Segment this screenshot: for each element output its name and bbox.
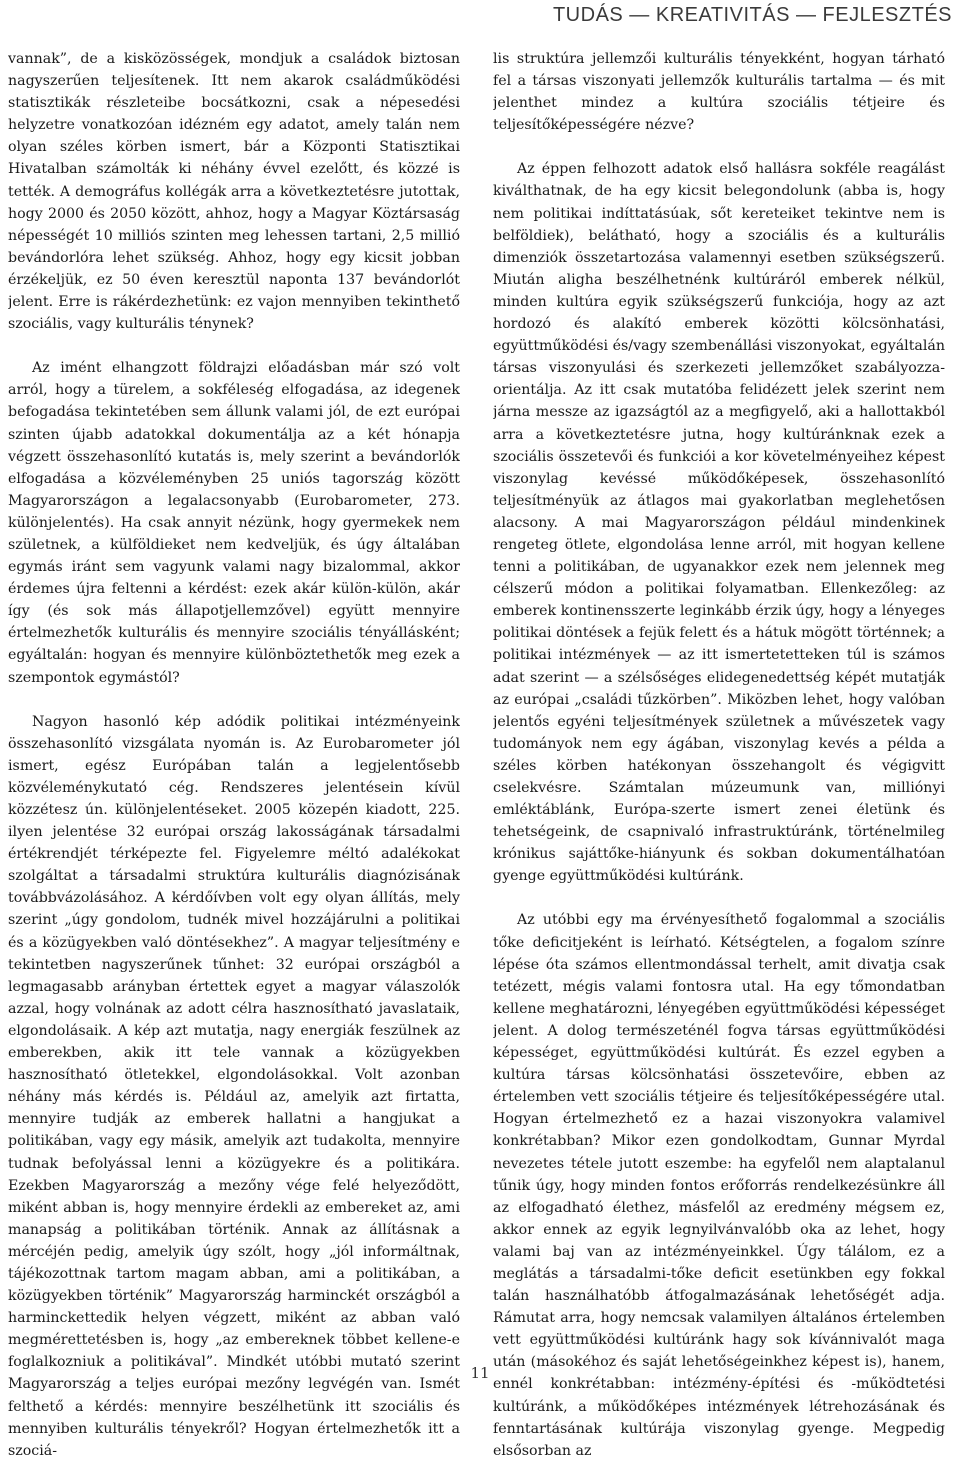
paragraph: Az imént elhangzott földrajzi előadásban már szó volt arról, hogy a türelem, a sokféleség elfogadása, az idegenek befogadása tekintetében sem állunk valami jól, de ezt európai szinten újabb adatokkal dokumentálja az a két hónapja végzett összehasonlító kutatás is, mely szerint a bevándorlók elfogadása a közvéleményben 25 uniós tagország között Magyarországon a legalacsonyabb (Eurobarometer, 273. különjelentés). Ha csak annyit nézünk, hogy gyermekek nem születnek, a külföldieket nem kedveljük, és úgy általában egymás iránt sem vagyunk valami nagy bizalommal, akkor érdemes újra feltenni a kérdést: ezek akár külön-külön, akár így (és sok más állapotjellemzővel) együtt mennyire értelmezhetők kulturális és mennyire szociális tényállásként; egyáltalán: hogyan és mennyire különböztethetők meg ezek a szempontok egymástól? <box>8 360 460 686</box>
left-column <box>8 48 460 1484</box>
paragraph: Az éppen felhozott adatok első hallásra sokféle reagálást kiválthatnak, de ha egy kicsit belegondolunk (abba is, hogy nem politikai indíttatásúak, sőt kereteiket tekintve nem is belföldiek), belátható, hogy a szociális és a kulturális dimenziók összetartozása valamennyi esetben szükségszerű. Miután aligha beszélhetnénk kultúráról emberek nélkül, minden kultúra egyik szükségszerű funkciója, hogy az azt hordozó és alakító emberek közötti kölcsönhatási, együttműködési és/vagy szembenállási viszonyokat, egyáltalán társas viszonyulási és szerkezeti jellemzőket szabályozza-orientálja. Az itt csak mutatóba felidézett jelek szerint nem járna messze az igazságtól az a megfigyelő, aki a hallottakból arra a következtetésre jutna, hogy kultúránknak ezek a szociális összetevői és funkciói a kor követelményeihez képest viszonylag kevéssé működőképesek, összehasonlító teljesítményük az átlagos mai gyakorlatban meglehetősen alacsony. A mai Magyarországon például mindenkinek rengeteg ötlete, elgondolása lenne arról, mit hogyan kellene tenni a politikában, de ugyanakkor ezek nem jelennek meg célszerű módon a politikai folyamatban. Ellenkezőleg: az emberek kontinensszerte leginkább érzik úgy, hogy a lényeges politikai döntések a fejük felett és a hátuk mögött történnek; a politikai intézmények — az itt ismertetetteken túl is számos adat szerint — a szélsőséges elidegenedettség képét mutatják az európai „családi tűzkörben”. Miközben lehet, hogy valóban jelentős egyéni teljesítmények születnek a művészetek vagy tudományok nem egy ágában, viszonylag kevés a példa a széles körben hatékonyan összehangolt és végigvitt cselekvésre. Számtalan múzeumunk van, milliónyi emléktáblánk, Európa-szerte ismert zenei életünk és tehetségeink, de csapnivaló infrastruktúránk, történelmileg krónikus sajáttőke-hiányunk és sokban dokumentálhatóan gyenge együttműködési kultúránk. <box>493 161 945 885</box>
paragraph: vannak”, de a kisközösségek, mondjuk a családok biztosan nagyszerűen teljesítenek. Itt nem akarok családműködési statisztikák részleteibe bocsátkozni, csak a népesedési helyzetre vonatkozóan idézném egy adatot, amely talán nem olyan széles körben ismert, bár a Központi Statisztikai Hivatalban számolták ki néhány évvel ezelőtt, és közzé is tették. A demográfus kollégák arra a következtetésre jutottak, hogy 2000 és 2050 között, ahhoz, hogy a Magyar Köztársaság népességét 10 milliós szinten meg lehessen tartani, 2,5 millió bevándorlóra lehet szükség. Ahhoz, hogy egy kicsit jobban érzékeljük, ez 50 éven keresztül naponta 137 bevándorlót jelent. Erre is rákérdezhetünk: ez vajon mennyiben tekinthető szociális, vagy kulturális ténynek? <box>8 51 460 333</box>
paragraph: Nagyon hasonló kép adódik politikai intézményeink összehasonlító vizsgálata nyomán is. Az Eurobarometer jól ismert, egész Európában talán a legjelentősebb közvéleménykutató cég. Rendszeres jelentésein kívül közzétesz ún. különjelentéseket. 2005 közepén kiadott, 225. ilyen jelentése 32 európai ország lakosságának társadalmi értékrendjét térképezte fel. Figyelemre méltó adalékokat szolgáltat a társadalmi struktúra kulturális diagnózisának továbbvázolásához. A kérdőívben volt egy olyan állítás, mely szerint „úgy gondolom, tudnék mivel hozzájárulni a politikai és a közügyekben való döntésekhez”. A magyar teljesítmény e tekintetben nagyszerűnek tűnhet: 32 európai országból a legmagasabb arányban értettek egyet a magyar válaszolók azzal, hogy volnának az adott célra hasznosítható javaslataik, elgondolásaik. A kép azt mutatja, nagy energiák feszülnek az emberekben, akik itt tele vannak a közügyekben hasznosítható ötletekkel, elgondolásokkal. Volt azonban néhány más kérdés is. Például az, amelyik azt firtatta, mennyire tudják az emberek hallatni a hangjukat a politikában, vagy egy másik, amelyik azt tudakolta, mennyire tudnak befolyással lenni a közügyekre és a politikára. Ezekben Magyarország a mezőny vége felé helyeződött, miként abban is, hogy mennyire érdekli az embereket az, ami manapság a politikában történik. Annak az állításnak a mércéjén pedig, amelyik úgy szólt, hogy „jól informáltnak, tájékozottnak tartom magam abban, ami a politikában, a közügyekben történik” Magyarország harminckét országból a harminckettedik helyen végzett, miként az abban való megmérettetésben is, hogy „az embereknek többet kellene-e foglalkozniuk a politikával”. Mindkét utóbbi mutató szerint Magyarország a teljes európai mezőny legvégén van. Ismét felthető a kérdés: mennyire beszélhetünk itt szociális és mennyiben kulturális tényekről? Hogyan értelmezhetők itt a szociá- <box>8 713 460 1459</box>
page-number: 11 <box>470 1364 490 1382</box>
paragraph: lis struktúra jellemzői kulturális tényekként, hogyan tárható fel a társas viszonyati jellemzők kulturális tartalma — és mit jelenthet mindez a kultúra szociális tétjeire és teljesítőképességére nézve? <box>493 51 945 134</box>
right-column <box>493 48 945 1484</box>
paragraph: Az utóbbi egy ma érvényesíthető fogalommal a szociális tőke deficitjeként is leírható. Kétségtelen, a fogalom színre lépése óta számos ellentmondással terhelt, amit divatja csak tetézett, mégis valami fontosra utal. Ha egy tőmondatban kellene meghatározni, lényegében együttműködési képességet jelent. A dolog természeténél fogva társas együttműködési képességet, együttműködési kultúrát. És ezzel egyben a kultúra társas kölcsönhatási összetevőire, ebben az értelemben vett szociális tétjeire és teljesítőképességére utal. Hogyan értelmezhető ez a hazai viszonyokra valamivel konkrétabban? Mikor ezen gondolkodtam, Gunnar Myrdal nevezetes tétele jutott eszembe: ha egyfelől nem alaptalanul tűnik úgy, hogy minden fontos erőforrás rendelkezésünkre áll az elfogadható élethez, másfelől az eredmény mégsem ez, akkor ennek az egyik legnyilvánvalóbb oka az lehet, hogy valami baj van az intézményeinkkel. Úgy tálálom, ez a meglátás a társadalmi-tőke deficit esetünkben egy fokkal talán használhatóbb átfogalmazásának lehetőségét adja. Rámutat arra, hogy nemcsak valamilyen általános értelemben vett együttműködési kultúránk hagy sok kívánnivalót maga után (másokéhoz és saját lehetőségeinkhez képest is), hanem, ennél konkrétabban: intézmény-építési és -működtetési kultúránk, a működőképes intézmények létrehozásának és fenntartásának kultúrája viszonylag gyenge. Megpedig elsősorban az <box>493 912 945 1459</box>
running-header: TUDÁS — KREATIVITÁS — FEJLESZTÉS <box>552 4 952 26</box>
